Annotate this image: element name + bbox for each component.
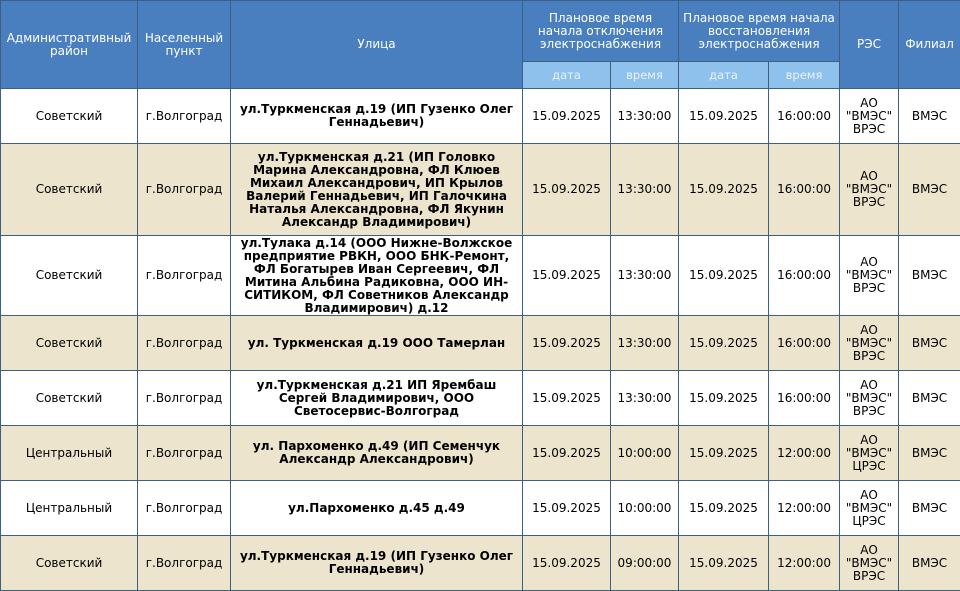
cell-on-date: 15.09.2025 [679,536,769,591]
cell-on-time: 16:00:00 [769,316,840,371]
cell-off-date: 15.09.2025 [523,236,611,316]
cell-district: Советский [1,371,138,426]
cell-locality: г.Волгоград [138,316,231,371]
cell-branch: ВМЭС [899,89,960,144]
subheader-on-time: время [769,62,840,89]
cell-on-time: 12:00:00 [769,426,840,481]
subheader-off-time: время [611,62,679,89]
cell-off-date: 15.09.2025 [523,316,611,371]
cell-on-date: 15.09.2025 [679,236,769,316]
cell-branch: ВМЭС [899,536,960,591]
cell-street: ул.Туркменская д.21 (ИП Головко Марина Александровна, ФЛ Клюев Михаил Александрович, ИП Крылов Валерий Геннадьевич, ИП Галочкина Наталья Александровна, ФЛ Якунин Александр Владимирович) [231,144,523,236]
cell-off-date: 15.09.2025 [523,426,611,481]
table-row [1,371,960,426]
header-restore: Плановое время начала восстановления электроснабжения [679,1,840,62]
cell-res: АО "ВМЭС" ЦРЭС [840,481,899,536]
cell-district: Центральный [1,426,138,481]
cell-off-time: 09:00:00 [611,536,679,591]
cell-off-time: 13:30:00 [611,144,679,236]
header-row [1,1,960,62]
cell-off-date: 15.09.2025 [523,371,611,426]
header-street: Улица [231,1,523,89]
cell-branch: ВМЭС [899,144,960,236]
cell-locality: г.Волгоград [138,144,231,236]
cell-res: АО "ВМЭС" ВРЭС [840,536,899,591]
cell-res: АО "ВМЭС" ВРЭС [840,89,899,144]
cell-res: АО "ВМЭС" ВРЭС [840,316,899,371]
cell-street: ул.Тулака д.14 (ООО Нижне-Волжское предприятие РВКН, ООО БНК-Ремонт, ФЛ Богатырев Иван Сергеевич, ФЛ Митина Альбина Радиковна, ООО ИН-СИТИКОМ, ФЛ Советников Александр Владимирович) д.12 [231,236,523,316]
cell-district: Советский [1,144,138,236]
cell-street: ул.Туркменская д.19 (ИП Гузенко Олег Геннадьевич) [231,89,523,144]
cell-res: АО "ВМЭС" ВРЭС [840,236,899,316]
cell-on-date: 15.09.2025 [679,89,769,144]
cell-district: Советский [1,536,138,591]
table-row [1,426,960,481]
cell-off-time: 10:00:00 [611,426,679,481]
cell-off-time: 13:30:00 [611,89,679,144]
cell-street: ул.Пархоменко д.45 д.49 [231,481,523,536]
header-res: РЭС [840,1,899,89]
cell-on-date: 15.09.2025 [679,371,769,426]
cell-off-date: 15.09.2025 [523,144,611,236]
cell-on-time: 16:00:00 [769,236,840,316]
header-off-start: Плановое время начала отключения электроснабжения [523,1,679,62]
cell-res: АО "ВМЭС" ВРЭС [840,144,899,236]
cell-locality: г.Волгоград [138,371,231,426]
cell-on-time: 12:00:00 [769,536,840,591]
header-district: Административный район [1,1,138,89]
table-row [1,236,960,316]
cell-off-time: 13:30:00 [611,316,679,371]
cell-off-time: 13:30:00 [611,236,679,316]
cell-street: ул. Туркменская д.19 ООО Тамерлан [231,316,523,371]
cell-branch: ВМЭС [899,371,960,426]
cell-district: Советский [1,316,138,371]
cell-locality: г.Волгоград [138,536,231,591]
cell-branch: ВМЭС [899,236,960,316]
cell-on-date: 15.09.2025 [679,144,769,236]
cell-branch: ВМЭС [899,481,960,536]
table-row [1,481,960,536]
cell-on-date: 15.09.2025 [679,426,769,481]
cell-on-time: 16:00:00 [769,89,840,144]
cell-on-time: 12:00:00 [769,481,840,536]
header-branch: Филиал [899,1,960,89]
cell-on-time: 16:00:00 [769,371,840,426]
cell-locality: г.Волгоград [138,89,231,144]
subheader-on-date: дата [679,62,769,89]
cell-branch: ВМЭС [899,316,960,371]
cell-district: Центральный [1,481,138,536]
table-row [1,89,960,144]
cell-on-time: 16:00:00 [769,144,840,236]
cell-off-date: 15.09.2025 [523,536,611,591]
cell-street: ул. Пархоменко д.49 (ИП Семенчук Александр Александрович) [231,426,523,481]
cell-street: ул.Туркменская д.19 (ИП Гузенко Олег Геннадьевич) [231,536,523,591]
cell-locality: г.Волгоград [138,426,231,481]
subheader-off-date: дата [523,62,611,89]
table-row [1,316,960,371]
cell-street: ул.Туркменская д.21 ИП Ярембаш Сергей Владимирович, ООО Светосервис-Волгоград [231,371,523,426]
cell-district: Советский [1,89,138,144]
cell-locality: г.Волгоград [138,236,231,316]
cell-off-time: 10:00:00 [611,481,679,536]
cell-off-date: 15.09.2025 [523,89,611,144]
table-row [1,536,960,591]
cell-on-date: 15.09.2025 [679,316,769,371]
cell-off-date: 15.09.2025 [523,481,611,536]
cell-district: Советский [1,236,138,316]
cell-res: АО "ВМЭС" ЦРЭС [840,426,899,481]
cell-locality: г.Волгоград [138,481,231,536]
header-locality: Населенный пункт [138,1,231,89]
cell-off-time: 13:30:00 [611,371,679,426]
cell-res: АО "ВМЭС" ВРЭС [840,371,899,426]
cell-branch: ВМЭС [899,426,960,481]
table-row [1,144,960,236]
cell-on-date: 15.09.2025 [679,481,769,536]
